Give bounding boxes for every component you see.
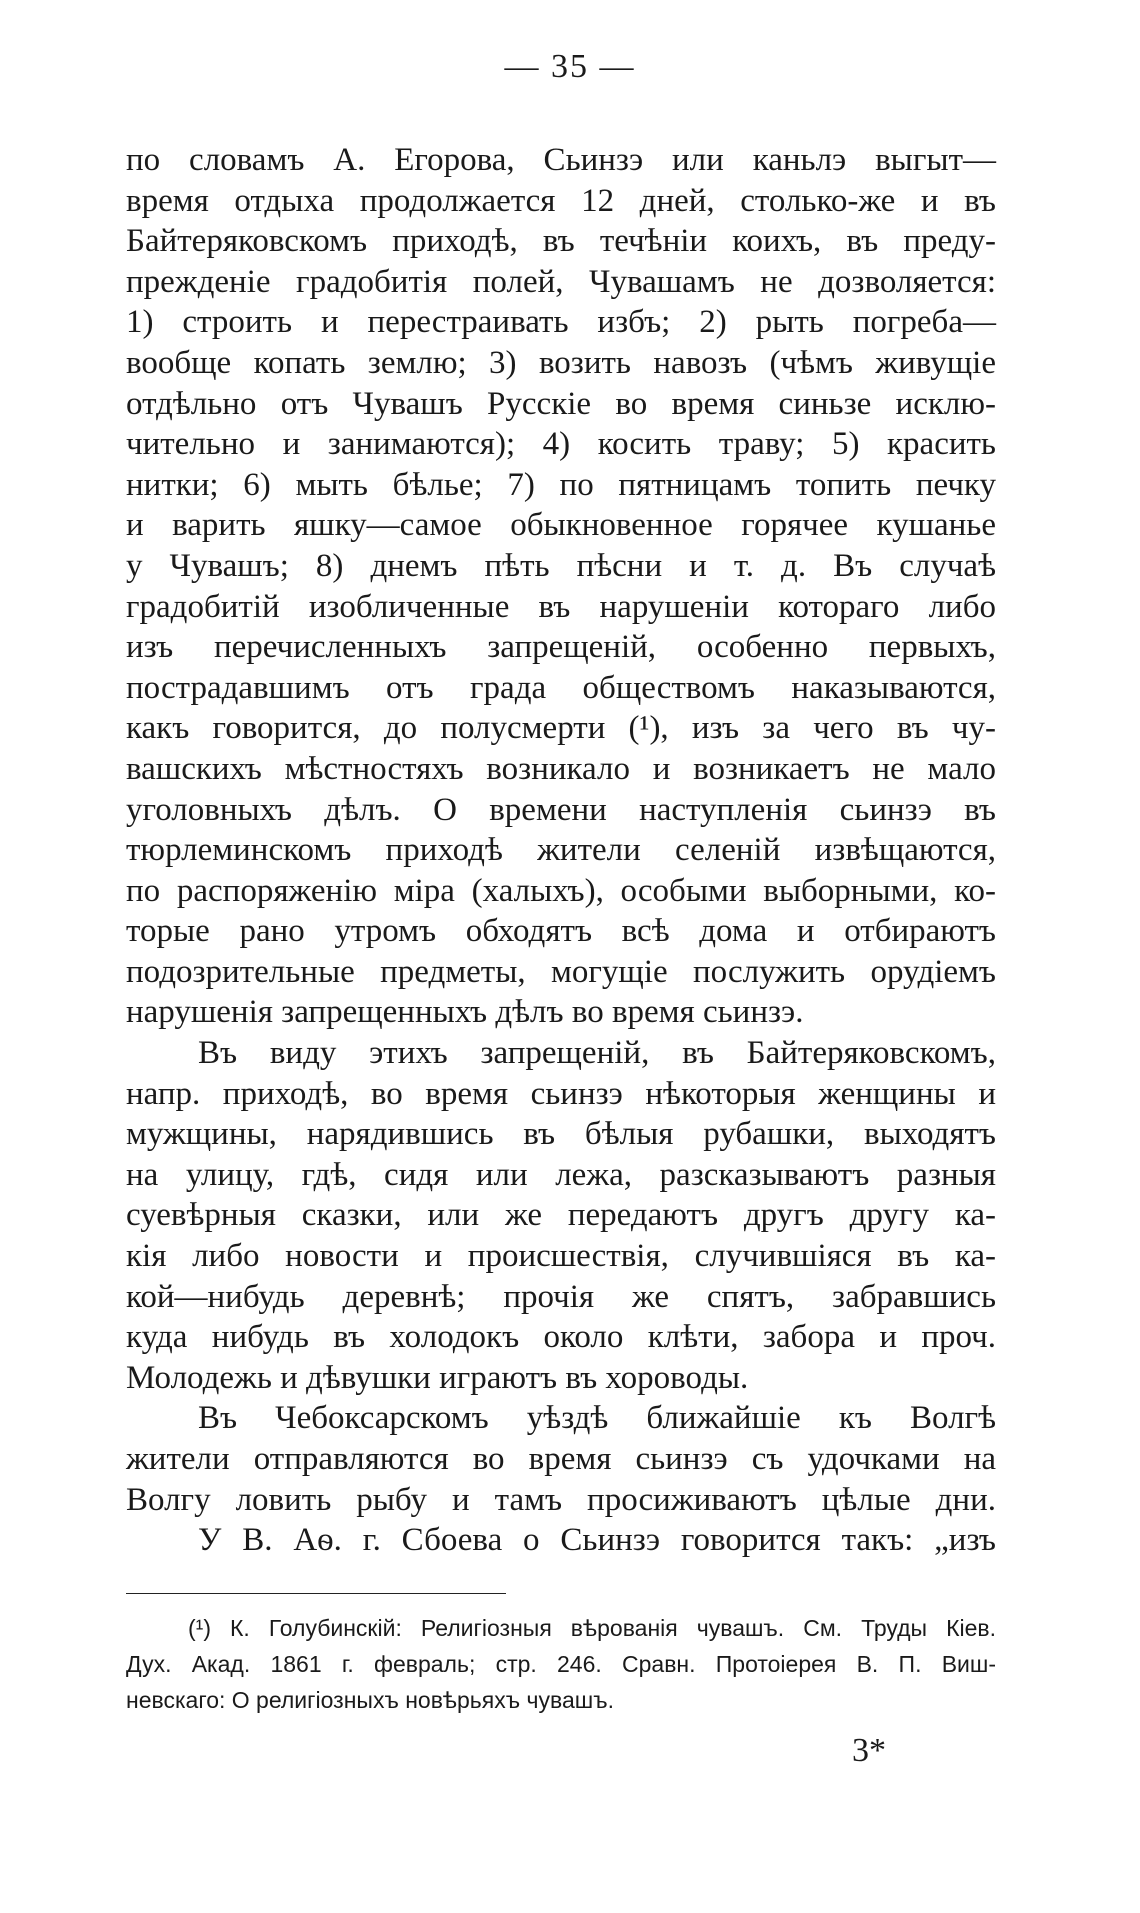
text-line: чительно и занимаются); 4) косить траву; 5) красить bbox=[126, 426, 996, 463]
text-line: 1) строить и перестраивать избъ; 2) рыть погреба— bbox=[126, 304, 996, 341]
signature-mark: 3* bbox=[852, 1732, 886, 1769]
text-line: напр. приходѣ, во время сьинзэ нѣкоторыя женщины и bbox=[126, 1075, 996, 1112]
text-line: градобитій изобличенные въ нарушеніи котораго либо bbox=[126, 588, 996, 625]
text-line: вашскихъ мѣстностяхъ возникало и возникаетъ не мало bbox=[126, 750, 996, 787]
page-number: — 35 — bbox=[504, 48, 636, 85]
text-line: жители отправляются во время сьинзэ съ удочками на bbox=[126, 1441, 996, 1477]
text-line: нарушенія запрещенныхъ дѣлъ во время сьинзэ. bbox=[126, 994, 804, 1031]
footnotes bbox=[126, 1610, 996, 1718]
text-line: Молодежь и дѣвушки играютъ въ хороводы. bbox=[126, 1359, 749, 1396]
text-line: у Чувашъ; 8) днемъ пѣть пѣсни и т. д. Въ случаѣ bbox=[126, 547, 996, 584]
text-line: вообще копать землю; 3) возить навозъ (чѣмъ живущіе bbox=[126, 344, 996, 381]
footnote-line: (¹) К. Голубинскій: Религіозныя вѣрованія чувашъ. См. Труды Кіев. bbox=[188, 1615, 996, 1641]
body-text bbox=[126, 140, 996, 1561]
text-line: по распоряженію міра (халыхъ), особыми выборными, ко- bbox=[126, 872, 996, 909]
text-line: какъ говорится, до полусмерти (¹), изъ за чего въ чу- bbox=[126, 710, 996, 747]
text-line: Байтеряковскомъ приходѣ, въ течѣніи коихъ, въ преду- bbox=[126, 223, 996, 260]
text-line: У В. Аѳ. г. Сбоева о Сьинзэ говорится такъ: „изъ bbox=[198, 1522, 996, 1559]
text-line: уголовныхъ дѣлъ. О времени наступленія сьинзэ въ bbox=[126, 791, 996, 828]
text-line: пострадавшимъ отъ града обществомъ наказываются, bbox=[126, 669, 996, 706]
text-line: суевѣрныя сказки, или же передаютъ другъ другу ка- bbox=[126, 1197, 996, 1234]
footnote-line: невскаго: О религіозныхъ новѣрьяхъ чувашъ. bbox=[126, 1687, 614, 1713]
text-line: торые рано утромъ обходятъ всѣ дома и отбираютъ bbox=[126, 913, 996, 950]
text-line: мужщины, нарядившись въ бѣлыя рубашки, выходятъ bbox=[126, 1116, 996, 1153]
text-line: Въ виду этихъ запрещеній, въ Байтеряковскомъ, bbox=[198, 1035, 996, 1072]
footnote-line: Дух. Акад. 1861 г. февраль; стр. 246. Сравн. Протоіерея В. П. Виш- bbox=[126, 1651, 996, 1677]
text-line: Волгу ловить рыбу и тамъ просиживаютъ цѣлые дни. bbox=[126, 1481, 996, 1518]
text-line: подозрительные предметы, могущіе послужить орудіемъ bbox=[126, 953, 996, 990]
text-line: Въ Чебоксарскомъ уѣздѣ ближайшіе къ Волгѣ bbox=[198, 1400, 996, 1437]
text-line: время отдыха продолжается 12 дней, столько-же и въ bbox=[126, 182, 996, 219]
text-line: куда нибудь въ холодокъ около клѣти, забора и проч. bbox=[126, 1319, 996, 1356]
text-line: на улицу, гдѣ, сидя или лежа, разсказываютъ разныя bbox=[126, 1156, 996, 1193]
text-line: тюрлеминскомъ приходѣ жители селеній извѣщаются, bbox=[126, 832, 996, 869]
text-line: кой—нибудь деревнѣ; прочія же спятъ, забравшись bbox=[126, 1278, 996, 1315]
text-line: отдѣльно отъ Чувашъ Русскіе во время синьзе исклю- bbox=[126, 385, 996, 422]
text-line: нитки; 6) мыть бѣлье; 7) по пятницамъ топить печку bbox=[126, 466, 996, 503]
text-line: кія либо новости и происшествія, случившіяся въ ка- bbox=[126, 1238, 996, 1275]
text-line: прежденіе градобитія полей, Чувашамъ не дозволяется: bbox=[126, 263, 996, 300]
text-line: и варить яшку—самое обыкновенное горячее кушанье bbox=[126, 507, 996, 544]
text-line: по словамъ А. Егорова, Сьинзэ или каньлэ выгыт— bbox=[126, 142, 996, 178]
text-line: изъ перечисленныхъ запрещеній, особенно первыхъ, bbox=[126, 629, 996, 666]
footnote-divider bbox=[126, 1593, 506, 1594]
